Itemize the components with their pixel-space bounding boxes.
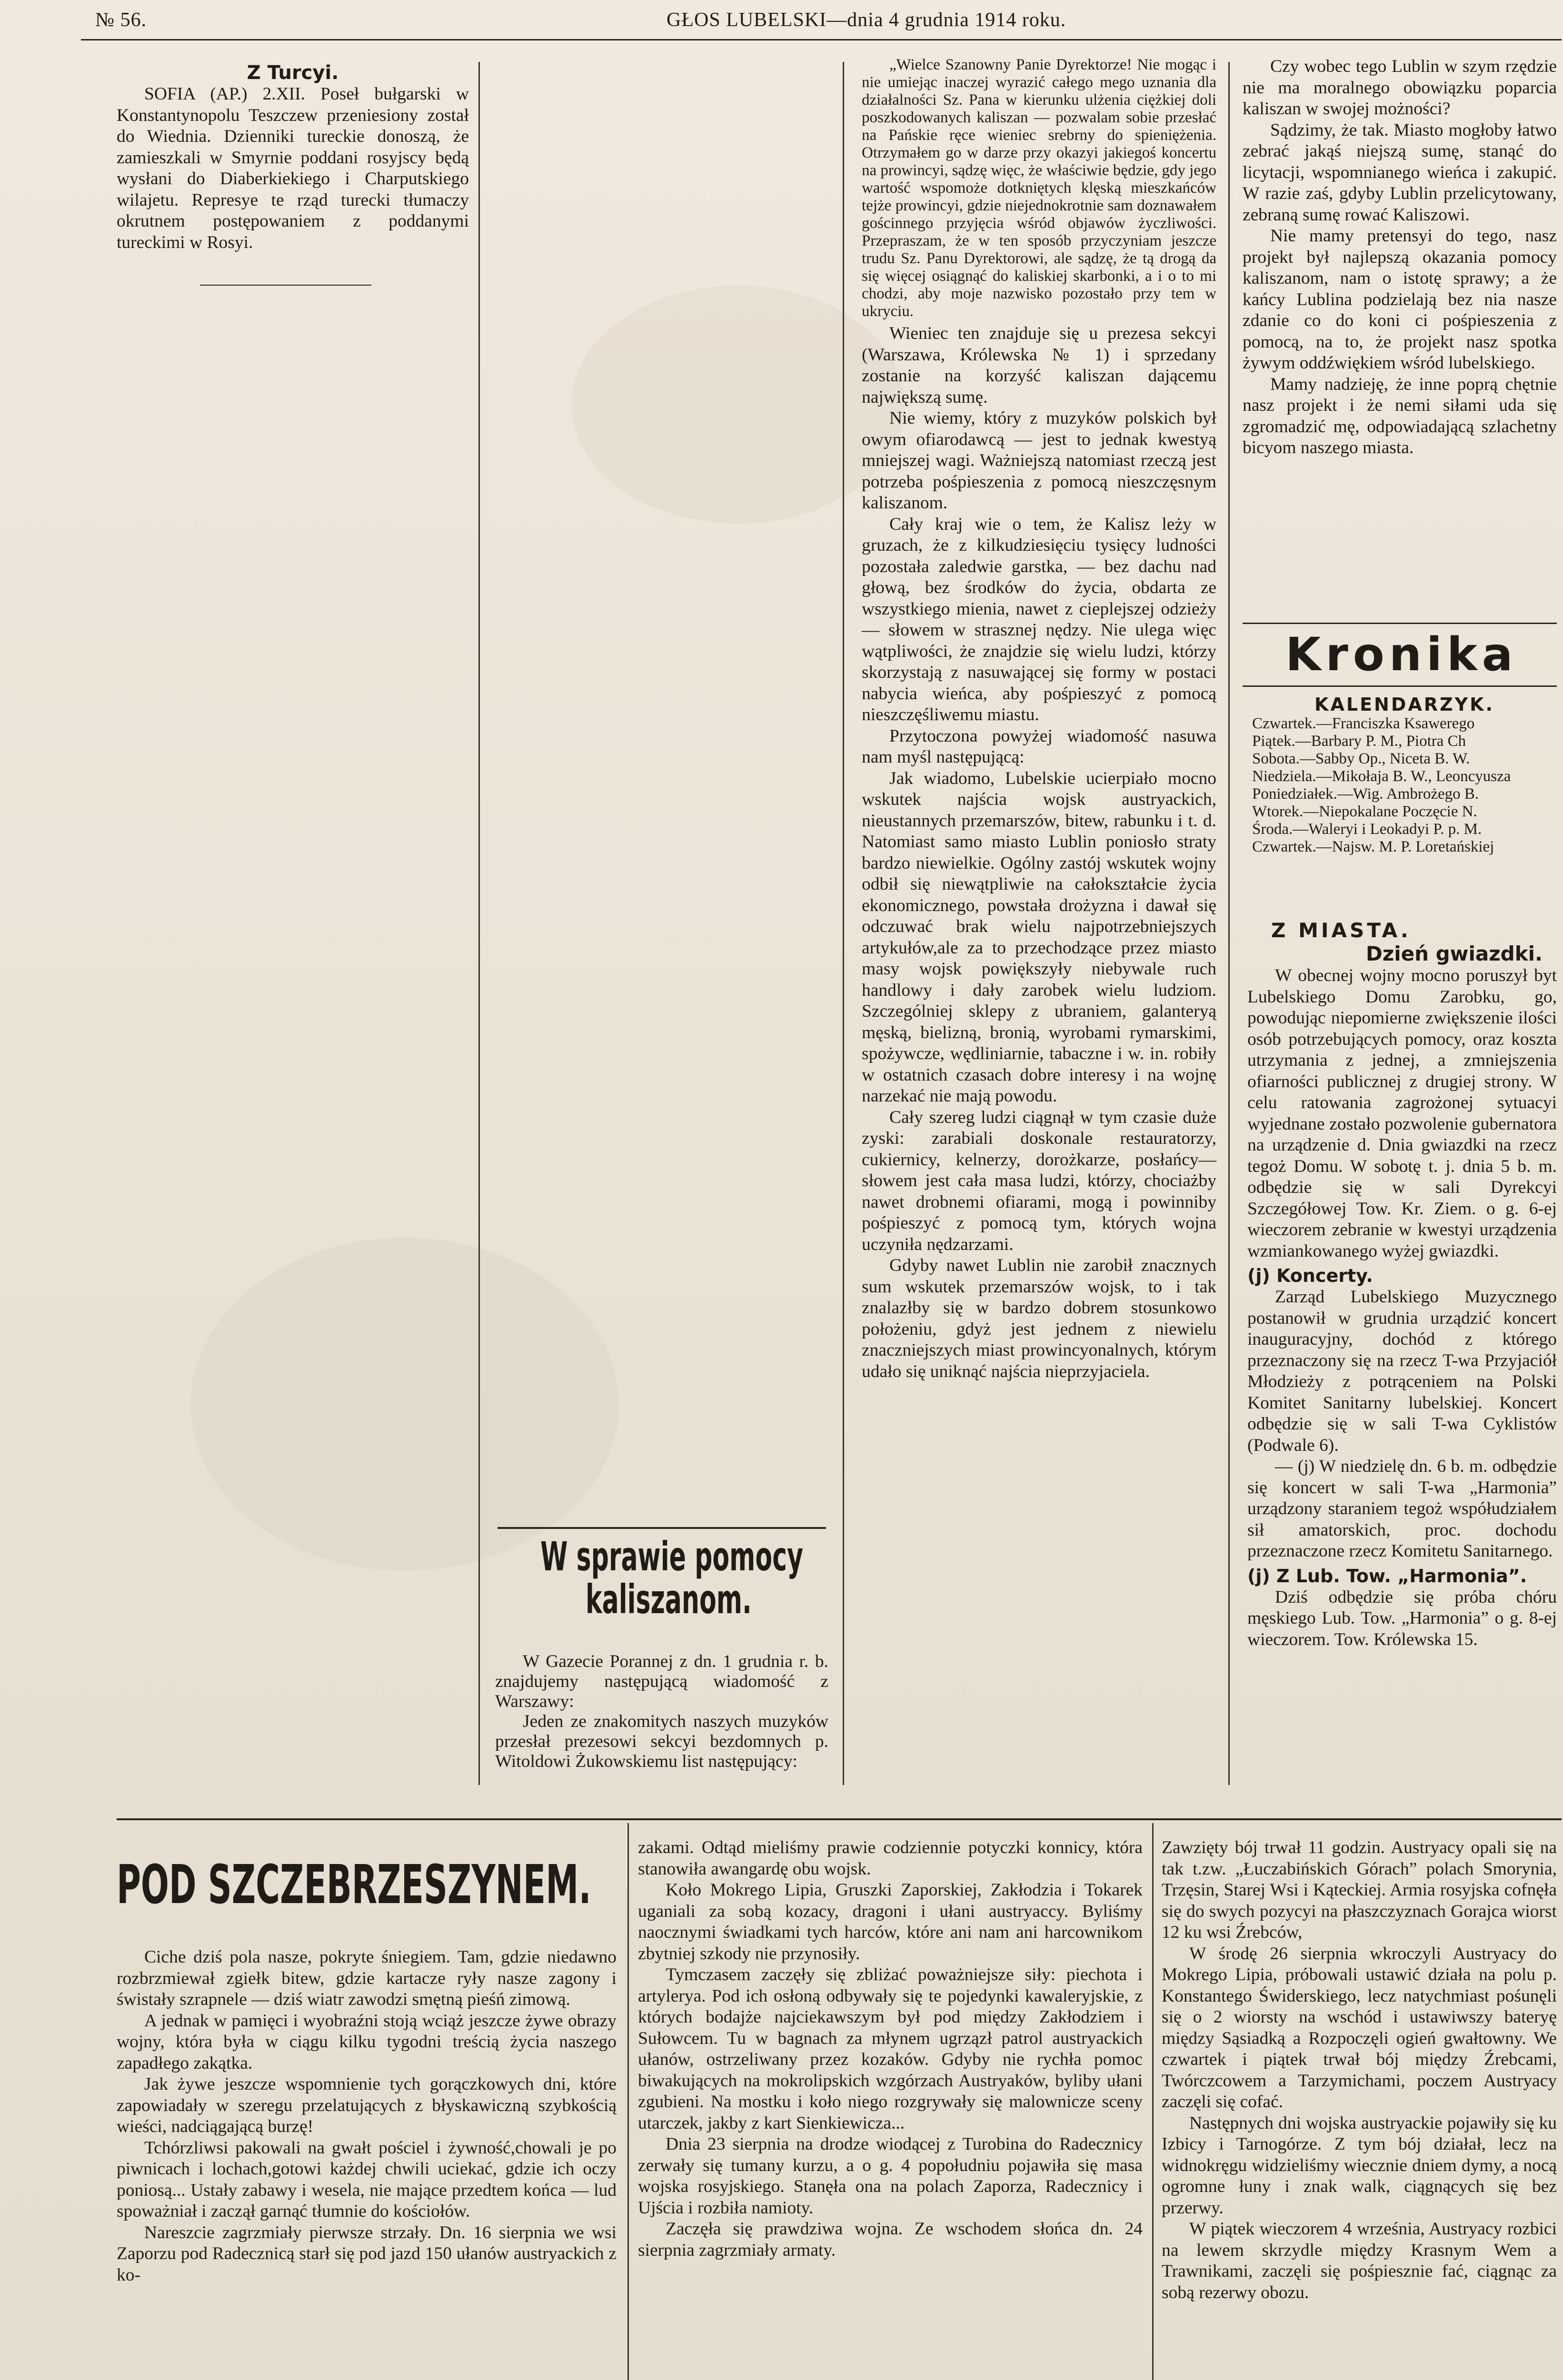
header-rule xyxy=(81,39,1562,40)
column-divider xyxy=(1228,62,1230,1785)
section-rule xyxy=(498,1527,826,1529)
kaliszanie-col3 xyxy=(1243,56,1557,459)
section-rule xyxy=(1243,623,1557,624)
koncerty-title: (j) Koncerty. xyxy=(1247,1265,1373,1286)
calendar-entry: Poniedziałek.—Wig. Ambrożego B. xyxy=(1252,785,1479,803)
paragraph: Zaczęła się prawdziwa wojna. Ze wschodem słońca dn. 24 sierpnia zagrzmiały armaty. xyxy=(638,2219,1143,2260)
article-title: Z Turcyi. xyxy=(247,62,339,84)
paragraph: Czy wobec tego Lublin w szym rzędzie nie ma moralnego obowiązku poparcia kaliszan w swojej możności? xyxy=(1243,57,1557,119)
paragraph: Sądzimy, że tak. Miasto mogłoby łatwo zebrać jakąś niejszą sumę, stanąć do licytacji, wspomnianego wieńca i zakupić. W razie zaś, gdyby Lublin przelicytowany, zebraną sumę rować Kaliszowi. xyxy=(1243,120,1557,225)
calendar-entry: Czwartek.—Najsw. M. P. Loretańskiej xyxy=(1252,838,1494,855)
paragraph: A jednak w pamięci i wyobraźni stoją wciąż jeszcze żywe obrazy wojny, która była w ciągu kilku tygodni treścią życia naszego zapadłego zakątka. xyxy=(117,2011,617,2073)
calendar-entry: Niedziela.—Mikołaja B. W., Leoncyusza xyxy=(1252,768,1511,785)
paragraph: Jak żywe jeszcze wspomnienie tych gorączkowych dni, które zapowiadały w szeregu przelatujących z błyskawiczną szybkością wieści, nadciągającą burzę! xyxy=(117,2074,617,2136)
paragraph: Nie wiemy, który z muzyków polskich był owym ofiarodawcą — jest to jednak kwestyą mniejszej wagi. Ważniejszą natomiast rzeczą jest potrzeba pośpieszenia z pomocą nieszczęsnym kaliszanom. xyxy=(862,408,1216,513)
letter-text: „Wielce Szanowny Panie Dyrektorze! Nie mogąc i nie umiejąc inaczej wyrazić całego mego uznania dla działalności Sz. Pana w kierunku ulżenia ciężkiej doli poszkodowanych kaliszan — pozwalam sobie przesłać na Pańskie ręce wieniec srebrny do spieniężenia. Otrzymałem go w darze przy okazyi jakiegoś koncertu na prowincyi, sądzę więc, że właściwie będzie, gdy jego wartość wspomoże dotkniętych klęską mieszkańców tejże prowincyi, gdzie niejednokrotnie sam doznawałem gościnnego przyjęcia wśród objawów życzliwości. Przepraszam, że w ten sposób przyczyniam jeszcze trudu Sz. Panu Dyrektorowi, ale sądzę, że tą drogą da się więcej osiągnąć do kaliskiej skarbonki, a i o to mi chodzi, aby moje nazwisko pozostało przy tem w ukryciu. xyxy=(862,56,1216,320)
dzien-gwiazdki-title: Dzień gwiazdki. xyxy=(1365,942,1543,965)
paragraph: Tymczasem zaczęły się zbliżać poważniejsze siły: piechota i artylerya. Pod ich osłoną odbywały się te pojedynki kawaleryjskie, z których bodajże najciekawszym był pod między Zakłodziem i Sułowcem. Tu w bagnach za młynem ugrzązł patrol austryackich ułanów, ostrzeliwany przez kozaków. Gdyby nie rychła pomoc biwakujących na mokrolipskich wzgórzach Austryaków, byliby ułani zgubieni. Na mostku i koło niego rozgrywały się malownicze sceny utarczek, jakby z kart Sienkiewicza... xyxy=(638,1965,1143,2133)
title-line: W sprawie pomocy xyxy=(540,1533,804,1580)
calendar-entry: Piątek.—Barbary P. M., Piotra Ch xyxy=(1252,733,1466,750)
z-miasta xyxy=(1247,919,1557,1650)
masthead: GŁOS LUBELSKI—dnia 4 grudnia 1914 roku. xyxy=(667,9,1066,31)
paragraph: Cały szereg ludzi ciągnął w tym czasie duże zyski: zarabiali doskonale restauratorzy, cukiernicy, kelnerzy, dorożkarze, posłańcy—słowem jest cała masa ludzi, którzy, chociażby nawet drobnemi ofiarami, mogą i powinniby pośpieszyć z pomocą tym, których wojna uczyniła nędzarzami. xyxy=(862,1107,1216,1254)
paragraph: W obecnej wojny mocno poruszył byt Lubelskiego Domu Zarobku, go, powodując niepomierne zwiększenie ilości osób potrzebujących pomocy, oraz koszta utrzymania z jednej, a zmniejszenia ofiarności publicznej z drugiej strony. W celu ratowania zagrożonej sytuacyi wyjednane zostało pozwolenie gubernatora na urządzenie d. Dnia gwiazdki na rzecz tegoż Domu. W sobotę t. j. dnia 5 b. m. odbędzie się w sali Dyrekcyi Szczegółowej Tow. Kr. Ziem. o g. 6-ej wieczorem zebranie w kwestyi urządzenia wzmiankowanego wyżej gwiazdki. xyxy=(1247,966,1557,1261)
kalendarzyk xyxy=(1252,694,1557,856)
lub-tow-title: (j) Z Lub. Tow. „Harmonia”. xyxy=(1247,1565,1527,1587)
szczebrzeszyn-title-box xyxy=(117,1856,621,1914)
paragraph: Mamy nadzieję, że inne poprą chętnie nasz projekt i że nemi siłami uda się zgromadzić mę, odpowiadającą szlachetny bicyom naszego miasta. xyxy=(1243,374,1557,457)
paper-stain xyxy=(190,1238,619,1571)
paragraph: Ciche dziś pola nasze, pokryte śniegiem. Tam, gdzie niedawno rozbrzmiewał zgiełk bitew, gdzie kartacze ryły nasze zagony i świstały szrapnele — dziś wiatr zawodzi smętną pieśń zimową. xyxy=(117,1947,617,2009)
kaliszanie-col2 xyxy=(862,56,1216,1382)
paragraph: W Gazecie Porannej z dn. 1 grudnia r. b. znajdujemy następującą wiadomość z Warszawy: xyxy=(495,1652,828,1711)
kronika-section xyxy=(1285,628,1563,681)
calendar-entry: Sobota.—Sabby Op., Niceta B. W. xyxy=(1252,750,1470,767)
paragraph: Następnych dni wojska austryackie pojawiły się ku Izbicy i Tarnogórze. Z tym bój działał, lecz na widnokręgu widzieliśmy wiecznie dniem dymy, a nocą ogromne łuny i znak walk, ciągnących się bez przerwy. xyxy=(1162,2113,1557,2218)
kronika-title: Kronika xyxy=(1285,628,1518,681)
paragraph: Gdyby nawet Lublin nie zarobił znacznych sum wskutek przemarszów wojsk, to i tak znalazłby się w bardzo dobrem stosunkowo położeniu, gdyż jest jednem z niewielu znaczniejszych miast prowincyonalnych, którym udało się uniknąć najścia nieprzyjaciela. xyxy=(862,1256,1216,1381)
szczebrzeszyn-col3 xyxy=(1162,1837,1557,2303)
paragraph: Dnia 23 sierpnia na drodze wiodącej z Turobina do Radecznicy zerwały się tumany kurzu, a o g. 4 popołudniu pojawiła się masa wojska rosyjskiego. Stanęła ona na polach Zaporza, Radecznicy i Ujścia i rozbiła namioty. xyxy=(638,2134,1143,2218)
paragraph: Zarząd Lubelskiego Muzycznego postanowił w grudnia urządzić koncert inauguracyjny, dochód z którego przeznaczony się na rzecz T-wa Przyjaciół Młodzieży z potrąceniem na Polski Komitet Sanitarny lubelskiej. Koncert odbędzie się w sali T-wa Cyklistów (Podwale 6). xyxy=(1247,1287,1557,1455)
kaliszanie-title xyxy=(498,1535,826,1621)
paragraph: Jeden ze znakomitych naszych muzyków przesłał prezesowi sekcyi bezdomnych p. Witoldowi Żukowskiemu list następujący: xyxy=(495,1712,828,1771)
paragraph: Wieniec ten znajduje się u prezesa sekcyi (Warszawa, Królewska № 1) i sprzedany zostanie na korzyść kaliszan dającemu największą sumę. xyxy=(862,324,1216,407)
column-divider xyxy=(627,1823,629,2380)
title-line: kaliszanom. xyxy=(586,1576,752,1623)
paragraph: Tchórzliwsi pakowali na gwałt pościel i żywność,chowali je po piwnicach i lochach,gotowi każdej chwili uciekać, gdzie ich oczy poniosą... Ustały zabawy i wesela, nie mające przedtem końca — lud spoważniał i zaczął garnąć tłumnie do kościołów. xyxy=(117,2138,617,2221)
paragraph: W piątek wieczorem 4 września, Austryacy rozbici na lewem skrzydle między Krasnym Wem a Trawnikami, zaczęli się pośpiesznie fać, ciągnąc za sobą rezerwy obozu. xyxy=(1162,2219,1557,2302)
szczebrzeszyn-col2 xyxy=(638,1837,1143,2261)
paragraph: Koło Mokrego Lipia, Gruszki Zaporskiej, Zakłodzia i Tokarek uganiali za sobą kozacy, dragoni i ułani austryaccy. Byliśmy naocznymi świadkami tych harców, które ani nam ani harcownikom zbytniej szkody nie przynosiły. xyxy=(638,1880,1143,1964)
issue-number: № 56. xyxy=(95,9,147,31)
paragraph: Jak wiadomo, Lubelskie ucierpiało mocno wskutek najścia wojsk austryackich, nieustannych przemarszów, bitew, rabunku i t. d. Natomiast samo miasto Lublin poniosło straty bardzo niewielkie. Ogólny zastój wskutek wojny odbił się niewątpliwie na całokształcie życia ekonomicznego, powstała drożyzna i dawał się odczuwać brak wielu najpotrzebniejszych artykułów,ale za to przechodzące przez miasto masy wojsk powiększyły niebywale ruch handlowy i dały zarobek wielu ludziom. Szczególniej sklepy z ubraniem, galanteryą męską, bielizną, bronią, wyrobami rymarskimi, spożywcze, wędliniarnie, tabaczne i w. in. robiły w ostatnich czasach dobre interesy i na wojnę narzekać nie mają powodu. xyxy=(862,768,1216,1106)
kaliszanie-col1 xyxy=(495,1652,828,1772)
paragraph: Przytoczona powyżej wiadomość nasuwa nam myśl następującą: xyxy=(862,726,1216,767)
calendar-entry: Wtorek.—Niepokalane Poczęcie N. xyxy=(1252,803,1477,820)
separator xyxy=(200,285,371,286)
section-rule xyxy=(1243,685,1557,687)
paragraph: Nareszcie zagrzmiały pierwsze strzały. Dn. 16 sierpnia we wsi Zaporzu pod Radecznicą starł się pod jazd 150 ułanów austryackich z ko- xyxy=(117,2222,617,2285)
calendar-entry: Środa.—Waleryi i Leokadyi P. p. M. xyxy=(1252,821,1482,838)
section-rule xyxy=(117,1818,1562,1820)
paragraph: SOFIA (AP.) 2.XII. Poseł bułgarski w Konstantynopolu Teszczew przeniesiony został do Wiednia. Dzienniki tureckie donoszą, że zamieszkali w Smyrnie poddani rosyjscy będą wysłani do Diaberkiekiego i Charputskiego wilajetu. Represye te rząd turecki tłumaczy okrutnem postępowaniem z poddanymi tureckimi w Rosyi. xyxy=(117,84,469,252)
column-divider xyxy=(1152,1823,1154,2380)
paragraph: zakami. Odtąd mieliśmy prawie codziennie potyczki konnicy, która stanowiła awangardę obu wojsk. xyxy=(638,1838,1143,1879)
turcja-article xyxy=(117,62,469,253)
paragraph: Zawzięty bój trwał 11 godzin. Austryacy opali się na tak t.zw. „Łuczabińskich Górach” polach Smorynia, Trzęsin, Starej Wsi i Kąteckiej. Armia rosyjska cofnęła się do swych pozycyi na płaszczyznach Gorajca wiorst 12 ku wsi Źrebców, xyxy=(1162,1838,1557,1942)
column-divider xyxy=(478,62,480,1785)
paragraph: W środę 26 sierpnia wkroczyli Austryacy do Mokrego Lipia, próbowali ustawić działa na polu p. Konstantego Świderskiego, lecz natychmiast pośunęli się o 2 wiorsty na wschód i ustawiwszy bateryę między Sąsiadką a Rozpoczęli ogień gwałtowny. We czwartek i piątek trwał bój między Źrebcami, Twórczcowem a Tarzymichami, poczem Austryacy zaczęli się cofać. xyxy=(1162,1944,1557,2112)
z-miasta-title: Z MIASTA. xyxy=(1271,919,1411,942)
paragraph: Nie mamy pretensyi do tego, nasz projekt był najlepszą okazania pomocy kaliszanom, nam o istotę sprawy; a że kańcy Lublina podzielają bez nia nasze zdanie co do koni ci pośpieszenia z pomocą, na to, że projekt nasz spotka żywym oddźwiękiem wśród lubelskiego. xyxy=(1243,226,1557,373)
paragraph: — (j) W niedzielę dn. 6 b. m. odbędzie się koncert w sali T-wa „Harmonia” urządzony staraniem tegoż współudziałem sił amatorskich, proc. dochodu przeznaczone rzecz Komitetu Sanitarnego. xyxy=(1247,1457,1557,1561)
kalendarzyk-title: KALENDARZYK. xyxy=(1314,694,1494,715)
paragraph: Cały kraj wie o tem, że Kalisz leży w gruzach, że z kilkudziesięciu tysięcy ludności pozostała zaledwie garstka, — bez dachu nad głową, bez środków do życia, obdarta ze wszystkiego mienia, nawet z cieplejszej odzieży — słowem w strasznej nędzy. Nie ulega więc wątpliwości, że znajdzie się wielu ludzi, którzy skorzystają z nasuwającej się formy w postaci nabycia wieńca, aby pośpieszyć z pomocą nieszczęśliwemu miastu. xyxy=(862,514,1216,724)
szczebrzeszyn-title: POD SZCZEBRZESZYNEM. xyxy=(117,1856,591,1914)
paragraph: Dziś odbędzie się próba chóru męskiego Lub. Tow. „Harmonia” o g. 8-ej wieczorem. Tow. Królewska 15. xyxy=(1247,1587,1557,1649)
calendar-entry: Czwartek.—Franciszka Ksawerego xyxy=(1252,715,1475,732)
column-divider xyxy=(843,62,844,1785)
szczebrzeszyn-col1 xyxy=(117,1947,617,2286)
paper-stain xyxy=(571,286,905,524)
